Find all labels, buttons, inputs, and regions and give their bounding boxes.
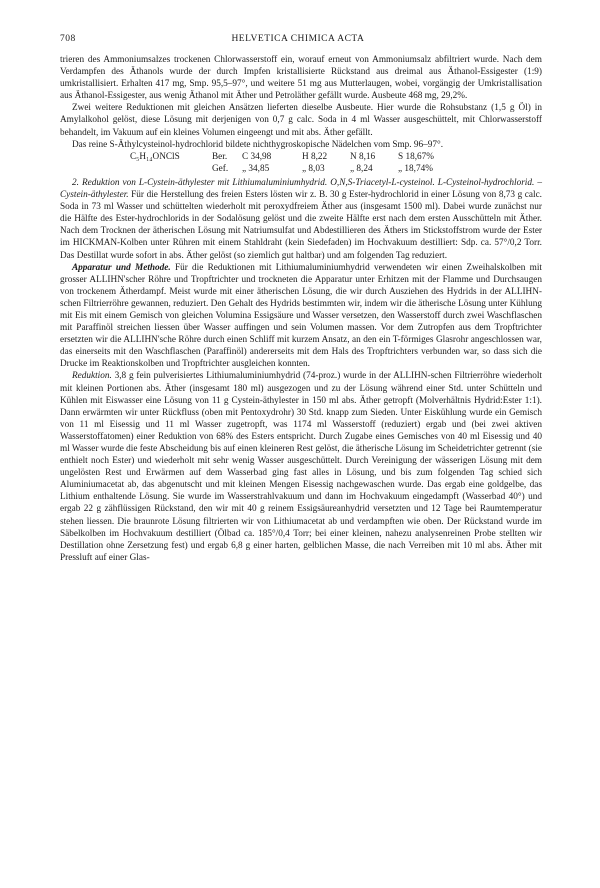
page-number: 708	[60, 34, 76, 44]
calc-h: H 8,22	[302, 151, 328, 162]
analysis-row-calculated	[60, 151, 542, 163]
section-2-title: 2. Reduktion von L-Cystein-äthylester mit Lithiumaluminiumhydrid. O,N,S-Triacetyl-L-cysteinol. L-Cysteinol-hydrochlorid. – Cystein-äthylester.	[60, 177, 542, 201]
reduction-title: Reduktion.	[72, 371, 112, 382]
found-h: „ 8,03	[302, 163, 325, 174]
section-2-body: Für die Herstellung des freien Esters lösten wir z. B. 30 g Ester-hydrochlorid in einer Lösung von 8,73 g calc. Soda in 73 ml Wasser und schüttelten wiederholt mit peroxydfreiem Äther aus (insgesamt 1500 ml). Dabei wurde zunächst nur die Hälfte des Ester-hydrochlorids in der Sodalösung gelöst und die zweite Hälfte erst nach dem ersten Ausschütteln mit Äther. Nach dem Trocknen der ätherischen Lösung mit Natriumsulfat und Abdestillieren des Äthers im Stickstoffstrom wurde der Ester im HICKMAN-Kolben unter Rühren mit einem Stahldraht (kein Siedefaden) im Hochvakuum destilliert: Sdp. ca. 57°/0,2 Torr. Das Destillat wurde sofort in abs. Äther gelöst (so ziemlich gut haltbar) und am folgenden Tag reduziert.	[60, 190, 542, 261]
paragraph-2: Zwei weitere Reduktionen mit gleichen Ansätzen lieferten dieselbe Ausbeute. Hier wurde die Rohsubstanz (1,5 g Öl) in Amylalkohol gelöst, diese Lösung mit derjenigen von 0,7 g calc. Soda in 4 ml Wasser ausgeschüttelt, mit Chlorwasserstoff behandelt, im Vakuum auf ein kleines Volumen eingeengt und mit abs. Äther gefällt.	[60, 103, 542, 138]
molecular-formula: C₅H₁₄ONClS	[130, 151, 180, 162]
running-header	[60, 34, 542, 44]
apparatus-title: Apparatur und Methode.	[72, 262, 171, 273]
analysis-row-found	[60, 163, 542, 175]
journal-title: HELVETICA CHIMICA ACTA	[231, 34, 365, 44]
calc-c: C 34,98	[242, 151, 272, 162]
found-s: „ 18,74%	[398, 163, 433, 174]
reduction-body: 3,8 g fein pulverisiertes Lithiumaluminiumhydrid (74-proz.) wurde in der ALLIHN-schen Filtrierröhre wiederholt mit kleinen Portionen abs. Äther (insgesamt 180 ml) ausgezogen und zu der Lösung während einer Std. unter Schütteln und Kühlen mit Eiswasser eine Lösung von 11 g Cystein-äthylester in 150 ml abs. Äther getropft (Molverhältnis Hydrid:Ester 1:1). Dann erwärmten wir unter Rückfluss (oben mit Pentoxydrohr) 30 Std. knapp zum Sieden. Unter Eiskühlung wurde ein Gemisch von 11 ml Eisessig und 11 ml Wasser zugetropft, was 1174 ml Wasserstoff (reduziert) ergab und (bei zwei aktiven Wasserstoffatomen) einer Reduktion von 68% des Esters entspricht. Durch Zugabe eines Gemisches von 40 ml Eisessig und 40 ml Wasser wurde die feste Abscheidung bis auf einen kleineren Rest gelöst, die ätherische Lösung im Scheidetrichter getrennt (sie enthielt noch Ester) und wiederholt mit sehr wenig Wasser ausgeschüttelt. Durch Vereinigung der wässerigen Lösung mit dem ungelösten Rest und Erwärmen auf dem Wasserbad ging fast alles in Lösung, und bis zum folgenden Tag schied sich Aluminiumacetat ab, das abgenutscht und mit kleinen Mengen Eisessig nachgewaschen wurde. Das ergab eine goldgelbe, das Lithium enthaltende Lösung. Sie wurde im Wasserstrahlvakuum und dann im Hochvakuum eingedampft (Wasserbad 40°) und ergab 22 g zähflüssigen Rückstand, den wir mit 40 g reinem Essigsäureanhydrid versetzten und 12 Tage bei Raumtemperatur stehen liessen. Die braunrote Lösung filtrierten wir von Lithiumacetat ab und verdampften wie oben. Der Rückstand wurde im Säbelkolben im Hochvakuum destilliert (Ölbad ca. 185°/0,4 Torr; bei einer kleinen, nahezu analysenreinen Probe stellten wir Destillation ohne Zersetzung fest) und ergab 6,8 g einer harten, gelblichen Masse, die nach Verreiben mit 10 ml abs. Äther mit Pressluft auf einer Glas-	[60, 371, 542, 563]
found-c: „ 34,85	[242, 163, 270, 174]
calc-label: Ber.	[212, 151, 228, 162]
elemental-analysis	[60, 151, 542, 175]
paragraph-1: trieren des Ammoniumsalzes trockenen Chlorwasserstoff ein, worauf erneut von Ammoniumsalz abfiltriert wurde. Nach dem Verdampfen des Äthanols wurde der durch Impfen kristallisierte Rückstand aus dreimal aus Äthanol-Essigester (1:9) umkristallisiert. Erhalten 417 mg, Smp. 95,5–97°, und weitere 51 mg aus Mutterlaugen, wobei, vorgängig der Umkristallisation aus Äthanol-Essigester, aus wenig Äthanol mit Äther und Petroläther gefällt wurde. Ausbeute 468 mg, 29,2%.	[60, 55, 542, 102]
page	[60, 34, 542, 564]
section-2-paragraph	[60, 177, 542, 262]
found-n: „ 8,24	[350, 163, 373, 174]
found-label: Gef.	[212, 163, 229, 174]
calc-s: S 18,67%	[398, 151, 434, 162]
reduction-paragraph	[60, 370, 542, 564]
apparatus-paragraph	[60, 262, 542, 371]
paragraph-3: Das reine S-Äthylcysteinol-hydrochlorid bildete nichthygroskopische Nädelchen vom Smp. 96–97°.	[72, 139, 444, 150]
calc-n: N 8,16	[350, 151, 376, 162]
apparatus-body: Für die Reduktionen mit Lithiumaluminiumhydrid verwendeten wir einen Zweihalskolben mit grosser ALLIHN'scher Röhre und Tropftrichter und trockneten die Apparatur unter Erhitzen mit der Flamme und Durchsaugen von trockenem Ätherdampf. Meist wurde mit einer ätherischen Lösung, die wir durch Ausziehen des Hydrids in der ALLIHN-schen Filtrierröhre gewannen, reduziert. Den Gehalt des Hydrids bestimmten wir, indem wir die ätherische Lösung unter Kühlung mit Eis mit einem Gemisch von gleichen Volumina Essigsäure und Wasser versetzen, den Wasserstoff durch zwei Waschflaschen mit Paraffinöl streichen liessen über Wasser auffingen und sein Volumen massen. Vor dem Zutropfen aus dem Tropftrichter ersetzten wir die ALLIHN'sche Röhre durch einen Schliff mit kurzem Ansatz, an den ein T-förmiges Glasrohr angeschlossen war, das einerseits mit den Waschflaschen (Paraffinöl) andererseits mit dem Hals des Tropftrichters verbunden war, so dass sich die Drucke im Reaktionskolben und Tropftrichter ausgleichen konnten.	[60, 262, 542, 370]
